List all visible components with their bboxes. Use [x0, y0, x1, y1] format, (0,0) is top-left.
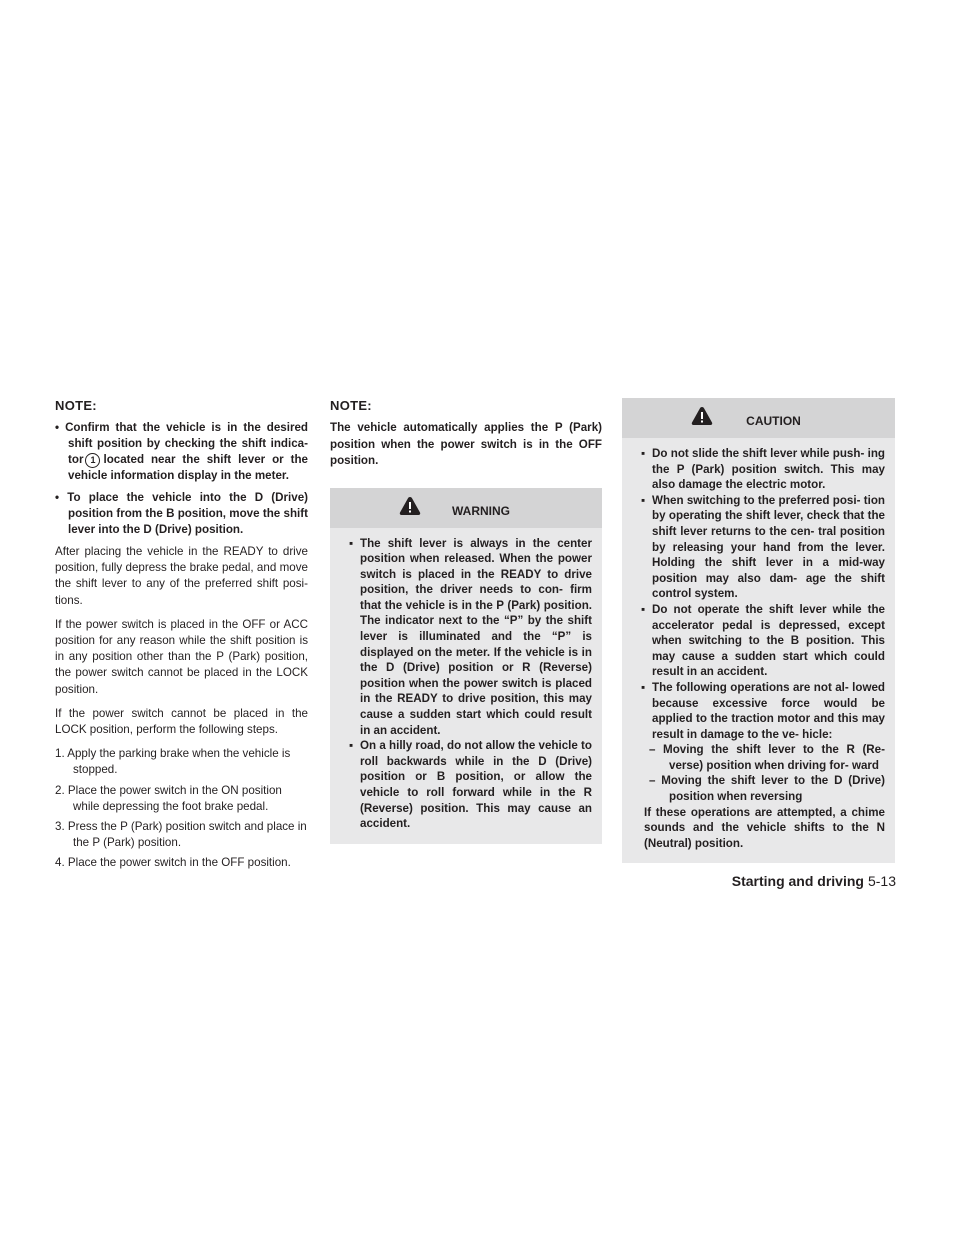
warning-title: WARNING: [452, 503, 510, 518]
caution-sub-item: – Moving the shift lever to the R (Re- verse) position when driving for- ward: [649, 743, 885, 772]
steps-list: [55, 746, 308, 871]
section-title: Starting and driving: [731, 873, 864, 889]
right-column: [622, 398, 895, 863]
caution-body: [622, 438, 895, 853]
note-heading: NOTE:: [330, 398, 372, 413]
warning-box: [330, 488, 602, 844]
note-text: The vehicle automatically applies the P (Park) position when the power switch is in the OFF position.: [330, 421, 602, 467]
left-column: [55, 398, 308, 876]
step-item: 1. Apply the parking brake when the vehicle is stopped.: [55, 747, 291, 777]
caution-title: CAUTION: [746, 414, 801, 428]
warning-body: [330, 528, 602, 834]
step-item: 4. Place the power switch in the OFF position.: [55, 856, 291, 870]
note-heading: NOTE:: [55, 398, 97, 413]
caution-header: [622, 398, 895, 438]
note-bullet-2: • To place the vehicle into the D (Drive) position from the B position, move the shift lever into the D (Drive) position.: [55, 491, 309, 536]
middle-column: [330, 398, 602, 844]
paragraph-lock: If the power switch cannot be placed in the LOCK position, perform the following steps.: [55, 706, 308, 737]
page-number: 5-13: [867, 873, 896, 889]
caution-item: ▪ Do not operate the shift lever while the accelerator pedal is depressed, except when switching to the B position. This may cause a sudden start which could result in an accident.: [641, 602, 885, 679]
caution-box: [622, 398, 895, 863]
warning-header: [330, 488, 602, 528]
step-item: 3. Press the P (Park) position switch and place in the P (Park) position.: [55, 820, 307, 850]
step-item: 2. Place the power switch in the ON position while depressing the foot brake pedal.: [55, 783, 282, 813]
note-bullet-1: • Confirm that the vehicle is in the desired shift position by checking the shift indica- tor 1 located near the shift lever or the vehicle information display in the meter.: [55, 421, 308, 482]
warning-item: ▪ The shift lever is always in the center position when released. When the power switch is placed in the READY to drive position, the driver needs to con- firm that the vehicle is in the P (Park) position. The indicator next to the “P” by the shift lever is illuminated and the “P” is displayed on the meter. If the vehicle is in the D (Drive) position or R (Reverse) position when the power switch is placed in the READY to drive position, this may cause a sudden start which could result in an accident.: [349, 536, 592, 737]
caution-tail: If these operations are attempted, a chime sounds and the vehicle shifts to the N (Neutral) position.: [644, 805, 885, 850]
paragraph-off-acc: If the power switch is placed in the OFF or ACC position for any reason while the shift position is in any position other than the P (Park) position, the power switch cannot be placed in the LOCK position.: [55, 617, 308, 696]
caution-sub-item: – Moving the shift lever to the D (Drive) position when reversing: [649, 774, 885, 804]
page-footer: [732, 873, 896, 889]
warning-item: ▪ On a hilly road, do not allow the vehicle to roll backwards while in the D (Drive) position or B position, or allow the vehicle to roll forward while in the R (Reverse) position. This may cause an accident.: [349, 739, 592, 831]
caution-item: ▪ Do not slide the shift lever while push- ing the P (Park) position switch. This may also damage the electric motor.: [641, 447, 885, 492]
caution-item: ▪ The following operations are not al- lowed because excessive force would be applied to the traction motor and this may result in damage to the ve- hicle:: [641, 680, 885, 741]
paragraph-ready: After placing the vehicle in the READY to drive position, fully depress the brake pedal, and move the shift lever to any of the preferred shift posi- tions.: [55, 545, 308, 607]
callout-number-icon: 1: [85, 453, 100, 468]
caution-item: ▪ When switching to the preferred posi- tion by operating the shift lever, check that the shift lever returns to the cen- tral position by releasing your hand from the lever. Holding the shift lever in a mid-way position may also dam- age the shift control system.: [641, 493, 885, 601]
